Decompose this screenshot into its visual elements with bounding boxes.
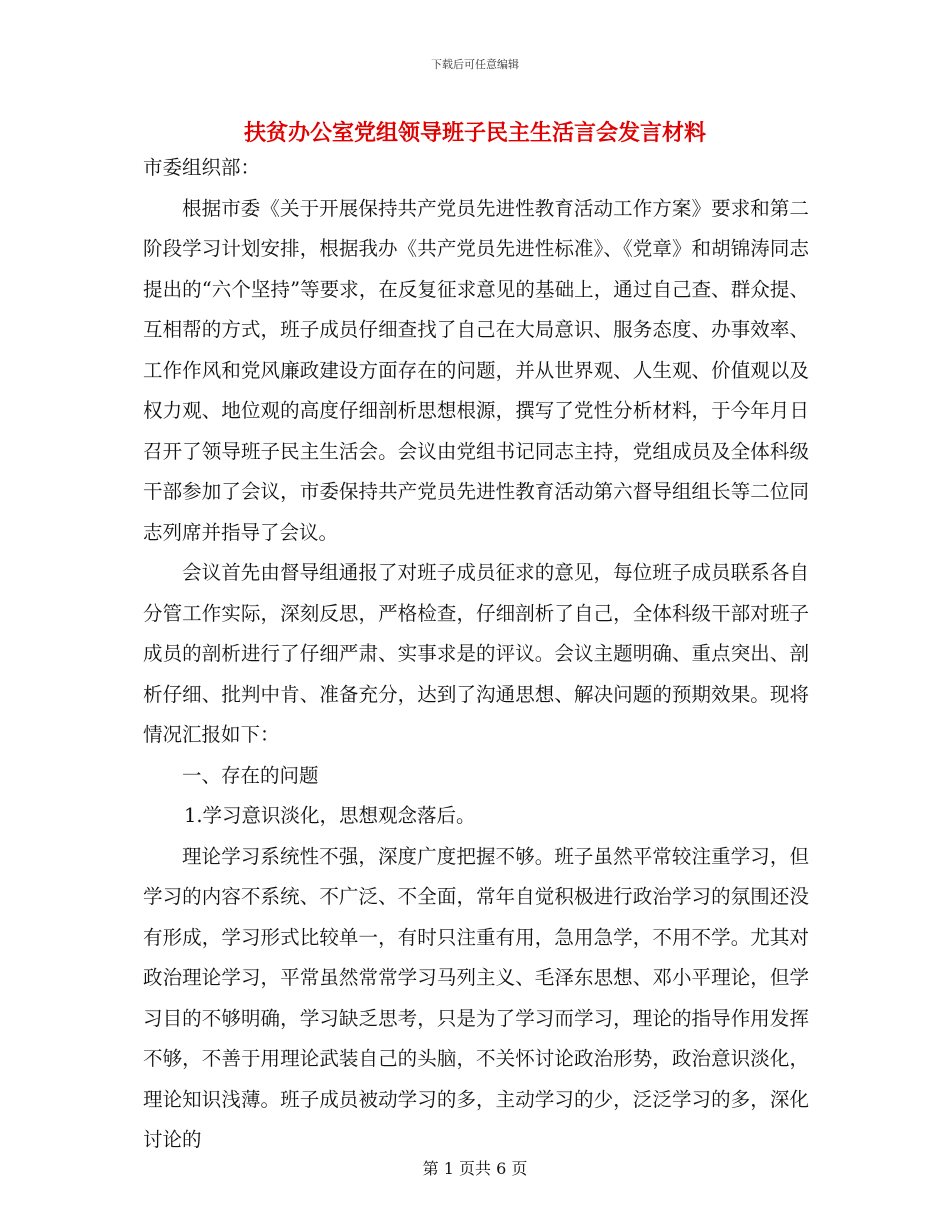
paragraph-1: 根据市委《关于开展保持共产党员先进性教育活动工作方案》要求和第二阶段学习计划安排，根据我办《共产党员先进性标准》、《党章》和胡锦涛同志提出的“六个坚持”等要求，在反复征求意见的基础上，通过自己查、群众提、互相帮的方式，班子成员仔细查找了自己在大局意识、服务态度、办事效率、工作作风和党风廉政建设方面存在的问题，并从世界观、人生观、价值观以及权力观、地位观的高度仔细剖析思想根源，撰写了党性分析材料，于今年月日召开了领导班子民主生活会。会议由党组书记同志主持，党组成员及全体科级干部参加了会议，市委保持共产党员先进性教育活动第六督导组组长等二位同志列席并指导了会议。 (143, 196, 809, 544)
paragraph-3: 理论学习系统性不强，深度广度把握不够。班子虽然平常较注重学习，但学习的内容不系统、不广泛、不全面，常年自觉积极进行政治学习的氛围还没有形成，学习形式比较单一，有时只注重有用，急用急学，不用不学。尤其对政治理论学习，平常虽然常常学习马列主义、毛泽东思想、邓小平理论，但学习目的不够明确，学习缺乏思考，只是为了学习而学习，理论的指导作用发挥不够，不善于用理论武装自己的头脑，不关怀讨论政治形势，政治意识淡化，理论知识浅薄。班子成员被动学习的多，主动学习的少，泛泛学习的多，深化讨论的 (143, 844, 809, 1151)
salutation: 市委组织部： (143, 156, 261, 179)
document-body (143, 148, 809, 1161)
numbered-item-1: 1.学习意识淡化，思想观念落后。 (183, 804, 476, 827)
section-heading-1: 一、存在的问题 (182, 763, 319, 787)
page-footer: 第 1 页共 6 页 (422, 1159, 528, 1178)
header-note: 下载后可任意编辑 (431, 58, 519, 71)
paragraph-2: 会议首先由督导组通报了对班子成员征求的意见，每位班子成员联系各自分管工作实际，深刻反思，严格检查，仔细剖析了自己，全体科级干部对班子成员的剖析进行了仔细严肃、实事求是的评议。会议主题明确、重点突出、剖析仔细、批判中肯、准备充分，达到了沟通思想、解决问题的预期效果。现将情况汇报如下： (143, 561, 809, 746)
document-title: 扶贫办公室党组领导班子民主生活言会发言材料 (243, 120, 706, 146)
